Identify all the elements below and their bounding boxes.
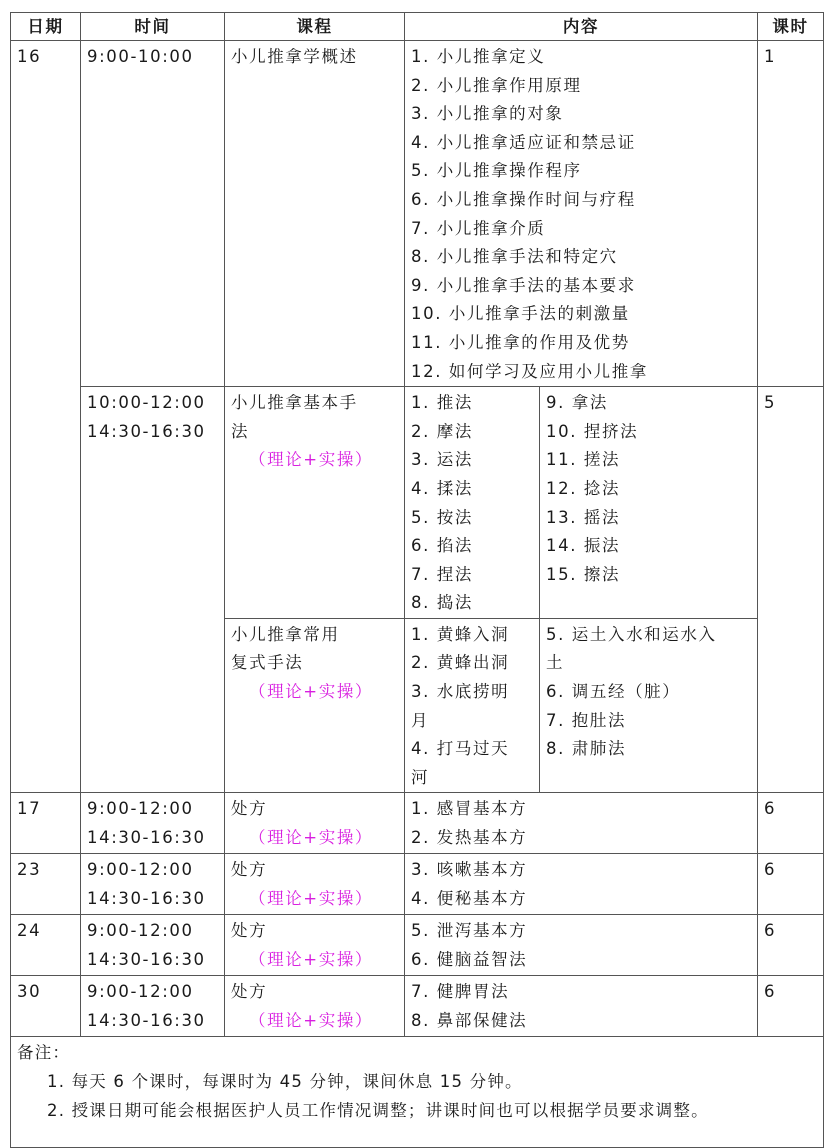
table-row <box>11 41 824 387</box>
course-tag: （理论+实操） <box>249 828 374 848</box>
header-time: 时间 <box>81 13 225 41</box>
list-item: 4. 揉法 <box>411 478 473 498</box>
time-line: 9:00-12:00 <box>87 799 194 819</box>
content-item: 2. 小儿推拿作用原理 <box>411 75 582 95</box>
date-cell: 24 <box>11 915 81 976</box>
list-item: 12. 捻法 <box>546 478 621 498</box>
list-item: 3. 水底捞明 <box>411 682 510 702</box>
time-cell <box>81 854 225 915</box>
time-line: 14:30-16:30 <box>87 828 206 848</box>
course-tag: （理论+实操） <box>249 450 374 470</box>
time-cell: 9:00-10:00 <box>81 41 225 387</box>
content-item: 1. 小儿推拿定义 <box>411 47 546 66</box>
hours-cell: 1 <box>758 41 824 387</box>
hours-cell: 5 <box>758 387 824 793</box>
content-item: 5. 泄泻基本方 <box>411 921 528 941</box>
course-tag: （理论+实操） <box>249 1011 374 1031</box>
course-cell <box>225 387 405 619</box>
list-item: 月 <box>411 710 430 730</box>
course-cell <box>225 915 405 976</box>
date-cell: 17 <box>11 793 81 854</box>
hours-cell: 6 <box>758 915 824 976</box>
time-line: 10:00-12:00 <box>87 393 206 413</box>
course-tag: （理论+实操） <box>249 950 374 970</box>
date-cell: 16 <box>11 41 81 793</box>
content-item: 11. 小儿推拿的作用及优势 <box>411 332 630 352</box>
course-line: 处方 <box>231 982 268 1002</box>
list-item: 2. 黄蜂出洞 <box>411 653 510 673</box>
course-line: 法 <box>231 421 250 441</box>
content-item: 2. 发热基本方 <box>411 828 528 848</box>
list-item: 9. 拿法 <box>546 393 608 413</box>
content-item: 1. 感冒基本方 <box>411 799 528 819</box>
notes-row <box>11 1037 824 1148</box>
table-row <box>11 915 824 976</box>
note-item: 2. 授课日期可能会根据医护人员工作情况调整；讲课时间也可以根据学员要求调整。 <box>47 1100 709 1120</box>
hours-cell: 6 <box>758 976 824 1037</box>
content-item: 3. 咳嗽基本方 <box>411 860 528 880</box>
list-item: 15. 擦法 <box>546 564 621 584</box>
content-item: 12. 如何学习及应用小儿推拿 <box>411 361 648 381</box>
list-item: 5. 按法 <box>411 507 473 527</box>
content-item: 6. 健脑益智法 <box>411 950 528 970</box>
time-line: 9:00-12:00 <box>87 982 194 1002</box>
course-line: 处方 <box>231 860 268 880</box>
time-line: 9:00-12:00 <box>87 921 194 941</box>
list-item: 8. 捣法 <box>411 593 473 613</box>
table-row <box>11 387 824 619</box>
course-cell <box>225 976 405 1037</box>
content-item: 3. 小儿推拿的对象 <box>411 104 564 124</box>
course-cell <box>225 793 405 854</box>
list-item: 13. 摇法 <box>546 507 621 527</box>
course-cell: 小儿推拿学概述 <box>225 41 405 387</box>
list-item: 6. 调五经（脏） <box>546 682 681 702</box>
time-line: 14:30-16:30 <box>87 1011 206 1031</box>
time-cell <box>81 915 225 976</box>
header-row <box>11 13 824 41</box>
content-item: 9. 小儿推拿手法的基本要求 <box>411 275 636 295</box>
content-cell <box>405 41 758 387</box>
content-cell <box>405 976 758 1037</box>
list-item: 5. 运土入水和运水入 <box>546 624 717 644</box>
header-date: 日期 <box>11 13 81 41</box>
header-hours: 课时 <box>758 13 824 41</box>
list-item: 7. 抱肚法 <box>546 710 627 730</box>
notes-cell <box>11 1037 824 1148</box>
time-cell <box>81 976 225 1037</box>
content-item: 7. 健脾胃法 <box>411 982 510 1002</box>
list-item: 8. 肃肺法 <box>546 739 627 759</box>
time-cell <box>81 387 225 793</box>
content-cell <box>405 915 758 976</box>
technique-list-right <box>540 387 758 619</box>
list-item: 2. 摩法 <box>411 421 473 441</box>
list-item: 6. 掐法 <box>411 536 473 556</box>
table-row <box>11 854 824 915</box>
hours-cell: 6 <box>758 854 824 915</box>
time-line: 9:00-12:00 <box>87 860 194 880</box>
course-schedule-table <box>10 12 824 1148</box>
time-line: 14:30-16:30 <box>87 950 206 970</box>
compound-list-left <box>405 618 540 793</box>
content-item: 4. 便秘基本方 <box>411 889 528 909</box>
compound-list-right <box>540 618 758 793</box>
hours-cell: 6 <box>758 793 824 854</box>
header-content: 内容 <box>405 13 758 41</box>
table-row <box>11 793 824 854</box>
list-item: 14. 振法 <box>546 536 621 556</box>
content-item: 5. 小儿推拿操作程序 <box>411 161 582 181</box>
content-item: 6. 小儿推拿操作时间与疗程 <box>411 189 636 209</box>
content-item: 7. 小儿推拿介质 <box>411 218 546 238</box>
time-cell <box>81 793 225 854</box>
course-cell <box>225 854 405 915</box>
technique-list-left <box>405 387 540 619</box>
date-cell: 30 <box>11 976 81 1037</box>
note-item: 1. 每天 6 个课时，每课时为 45 分钟，课间休息 15 分钟。 <box>47 1072 523 1092</box>
content-item: 4. 小儿推拿适应证和禁忌证 <box>411 132 636 152</box>
list-item: 河 <box>411 767 430 787</box>
course-tag: （理论+实操） <box>249 889 374 909</box>
notes-title: 备注： <box>17 1043 71 1063</box>
course-line: 复式手法 <box>231 653 304 673</box>
list-item: 10. 捏挤法 <box>546 421 639 441</box>
list-item: 4. 打马过天 <box>411 739 510 759</box>
list-item: 11. 搓法 <box>546 450 621 470</box>
course-line: 小儿推拿常用 <box>231 624 340 644</box>
content-item: 10. 小儿推拿手法的刺激量 <box>411 304 630 324</box>
list-item: 3. 运法 <box>411 450 473 470</box>
time-line: 14:30-16:30 <box>87 889 206 909</box>
content-item: 8. 小儿推拿手法和特定穴 <box>411 247 618 267</box>
list-item: 1. 黄蜂入洞 <box>411 624 510 644</box>
date-cell: 23 <box>11 854 81 915</box>
course-line: 处方 <box>231 921 268 941</box>
header-course: 课程 <box>225 13 405 41</box>
content-cell <box>405 793 758 854</box>
list-item: 1. 推法 <box>411 393 473 413</box>
list-item: 土 <box>546 653 565 673</box>
time-line: 14:30-16:30 <box>87 421 206 441</box>
course-line: 处方 <box>231 799 268 819</box>
content-item: 8. 鼻部保健法 <box>411 1011 528 1031</box>
course-cell <box>225 618 405 793</box>
course-tag: （理论+实操） <box>249 682 374 702</box>
list-item: 7. 捏法 <box>411 564 473 584</box>
course-line: 小儿推拿基本手 <box>231 393 358 413</box>
content-cell <box>405 854 758 915</box>
table-row <box>11 976 824 1037</box>
